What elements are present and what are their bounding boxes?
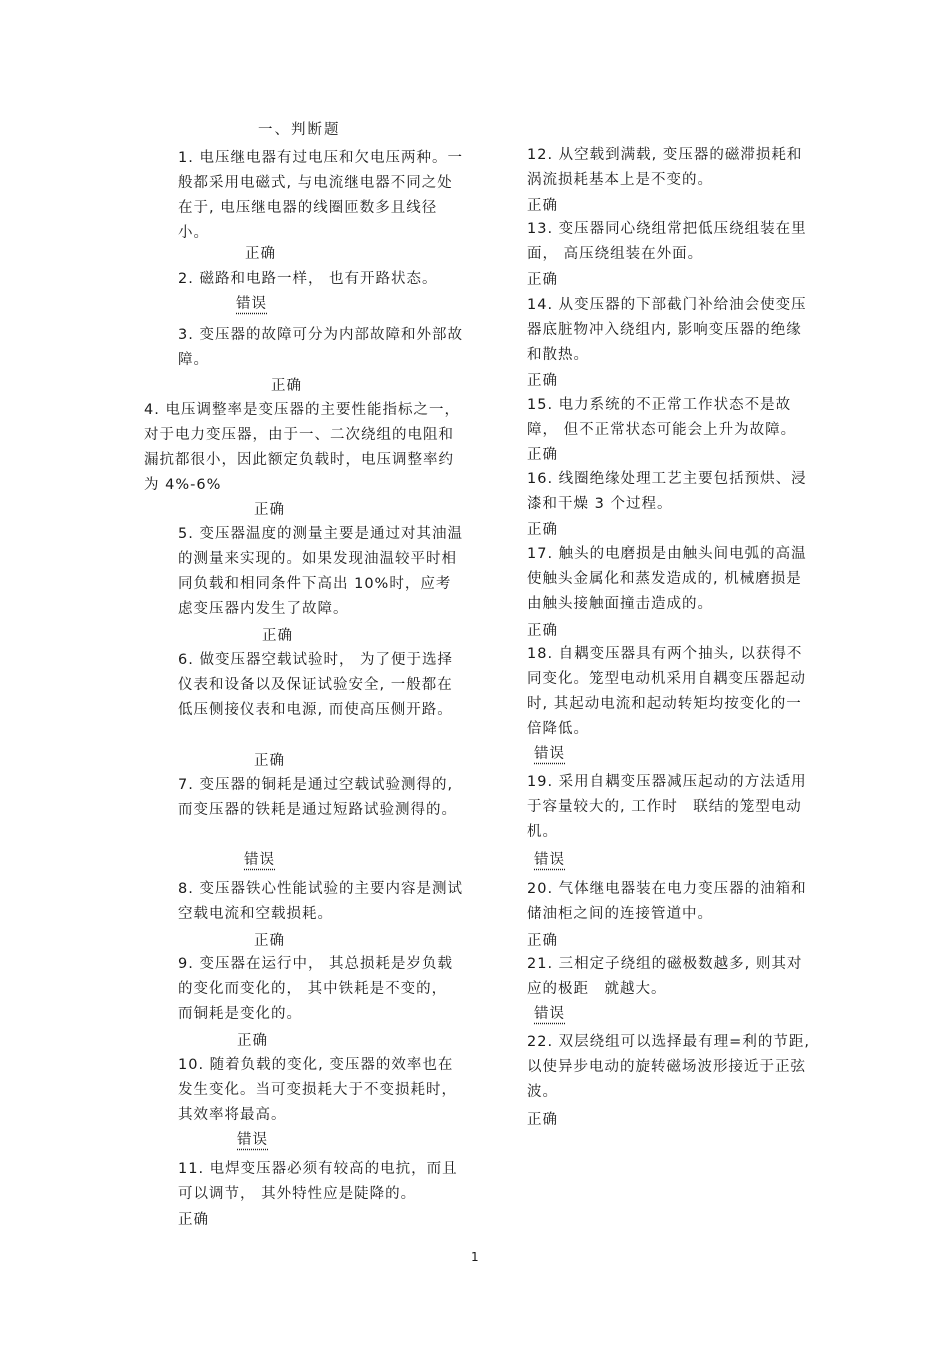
question-4: 4. 电压调整率是变压器的主要性能指标之一，对于电力变压器，由于一、二次绕组的电阻和漏抗都很小，因此额定负载时，电压调整率约为 4%-6% (144, 402, 460, 493)
answer-14: 正确 (527, 373, 558, 389)
answer-11: 正确 (178, 1212, 209, 1228)
question-16: 16. 线圈绝缘处理工艺主要包括预烘、浸漆和干燥 3 个过程。 (527, 471, 807, 512)
answer-12: 正确 (527, 198, 558, 214)
answer-2: 错误 (236, 296, 267, 312)
question-2: 2. 磁路和电路一样， 也有开路状态。 (178, 271, 438, 287)
page-number: 1 (471, 1250, 479, 1264)
question-9: 9. 变压器在运行中， 其总损耗是岁负载的变化而变化的， 其中铁耗是不变的， 而铜耗是变化的。 (178, 956, 454, 1022)
question-6: 6. 做变压器空载试验时， 为了便于选择仪表和设备以及保证试验安全, 一般都在低压侧接仪表和电源, 而使高压侧开路。 (178, 652, 454, 718)
answer-9: 正确 (237, 1033, 268, 1049)
answer-21: 错误 (534, 1006, 565, 1022)
answer-16: 正确 (527, 522, 558, 538)
question-8: 8. 变压器铁心性能试验的主要内容是测试空载电流和空载损耗。 (178, 881, 463, 922)
answer-6: 正确 (254, 753, 285, 769)
question-12: 12. 从空载到满载, 变压器的磁滞损耗和涡流损耗基本上是不变的。 (527, 147, 803, 188)
question-17: 17. 触头的电磨损是由触头间电弧的高温使触头金属化和蒸发造成的, 机械磨损是由触头接触面撞击造成的。 (527, 546, 807, 612)
question-22: 22. 双层绕组可以选择最有理=利的节距, 以使异步电动的旋转磁场波形接近于正弦波。 (527, 1034, 810, 1100)
answer-22: 正确 (527, 1112, 558, 1128)
question-18: 18. 自耦变压器具有两个抽头, 以获得不同变化。笼型电动机采用自耦变压器起动时, 其起动电流和起动转矩均按变化的一倍降低。 (527, 646, 806, 737)
question-10: 10. 随着负载的变化, 变压器的效率也在发生变化。当可变损耗大于不变损耗时， 其效率将最高。 (178, 1057, 457, 1123)
question-1: 1. 电压继电器有过电压和欠电压两种。一般都采用电磁式, 与电流继电器不同之处在于, 电压继电器的线圈匝数多且线径小。 (178, 150, 463, 241)
answer-3: 正确 (271, 378, 302, 394)
answer-7: 错误 (244, 852, 275, 868)
question-14: 14. 从变压器的下部截门补给油会使变压器底脏物冲入绕组内, 影响变压器的绝缘和散热。 (527, 297, 807, 363)
section-title: 一、判断题 (258, 122, 341, 138)
answer-17: 正确 (527, 623, 558, 639)
question-15: 15. 电力系统的不正常工作状态不是故障， 但不正常状态可能会上升为故障。 (527, 397, 797, 438)
question-19: 19. 采用自耦变压器减压起动的方法适用于容量较大的, 工作时 联结的笼型电动机。 (527, 774, 807, 840)
answer-18: 错误 (534, 746, 565, 762)
answer-15: 正确 (527, 447, 558, 463)
answer-1: 正确 (245, 246, 276, 262)
answer-5: 正确 (262, 628, 293, 644)
question-20: 20. 气体继电器装在电力变压器的油箱和储油柜之间的连接管道中。 (527, 881, 807, 922)
answer-20: 正确 (527, 933, 558, 949)
question-7: 7. 变压器的铜耗是通过空载试验测得的, 而变压器的铁耗是通过短路试验测得的。 (178, 777, 457, 818)
answer-8: 正确 (254, 933, 285, 949)
answer-4: 正确 (254, 502, 285, 518)
question-3: 3. 变压器的故障可分为内部故障和外部故障。 (178, 327, 463, 368)
answer-13: 正确 (527, 272, 558, 288)
question-13: 13. 变压器同心绕组常把低压绕组装在里面， 高压绕组装在外面。 (527, 221, 807, 262)
answer-19: 错误 (534, 852, 565, 868)
question-5: 5. 变压器温度的测量主要是通过对其油温的测量来实现的。如果发现油温较平时相同负载和相同条件下高出 10%时，应考虑变压器内发生了故障。 (178, 526, 463, 617)
question-21: 21. 三相定子绕组的磁极数越多, 则其对应的极距 就越大。 (527, 956, 803, 997)
question-11: 11. 电焊变压器必须有较高的电抗，而且可以调节， 其外特性应是陡降的。 (178, 1161, 458, 1202)
answer-10: 错误 (237, 1132, 268, 1148)
